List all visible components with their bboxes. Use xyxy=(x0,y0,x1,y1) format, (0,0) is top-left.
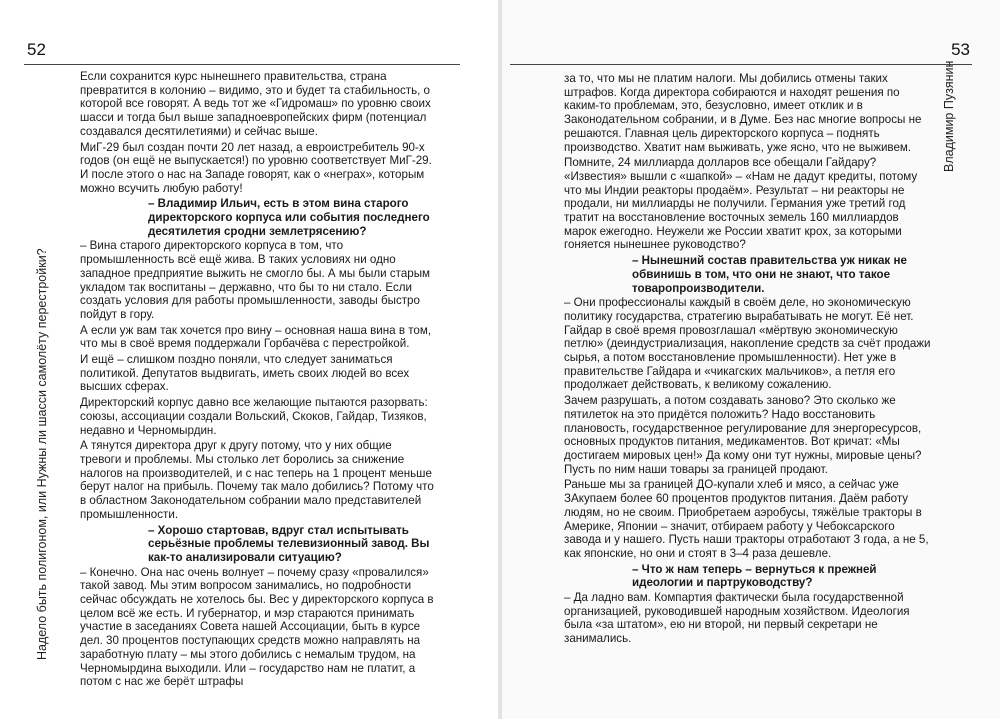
body-paragraph: Зачем разрушать, а потом создавать заново? Это сколько же пятилеток на это придётся положить? Надо восстановить плановость, государственное регулирование для энергоресурсов, основных продуктов питания, медикаментов. Вот кричат: «Мы достигаем мировых цен!» Да кому они тут нужны, мировые цены? Пусть по ним наши товары за границей продают. xyxy=(564,394,922,476)
body-paragraph: Директорский корпус давно все желающие пытаются разорвать: союзы, ассоциации создали Вольский, Скоков, Гайдар, Тизяков, недавно и Черномырдин. xyxy=(80,396,428,437)
body-paragraph: – Конечно. Она нас очень волнует – почему сразу «провалился» такой завод. Мы этим вопросом занимались, но подробности сейчас обсуждать не хотелось бы. Вес у директорского корпуса в целом всё же есть. И губернатор, и мэр стараются принимать участие в заседаниях Совета нашей Ассоциации, быть в курсе дел. 30 процентов поступающих средств можно направлять на заработную плату – мы этого добились с немалым трудом, на Черномырдина выходили. Или – государство нам не платит, а потом с нас же берёт штрафы xyxy=(80,565,434,689)
body-paragraph: – Вина старого директорского корпуса в том, что промышленность всё ещё жива. В таких условиях ни одно западное предприятие выжить не смогло бы. А мы были старым укладом так воспитаны – державно, что бы то ни стало. Если создать условия для работы промышленности, заводы быстро пойдут в гору. xyxy=(80,239,431,321)
header-rule-right xyxy=(510,64,972,65)
page-number-left: 52 xyxy=(27,40,46,59)
body-paragraph: – Да ладно вам. Компартия фактически была государственной организацией, руководившей народным хозяйством. Идеология была «за штатом», ею ни второй, ни первый секретари не занимались. xyxy=(564,591,910,646)
body-paragraph: МиГ-29 был создан почти 20 лет назад, а евроистребитель 90-х годов (он ещё не выпускается!) по уровню соответствует МиГ-29. И после этого о нас на Западе говорят, как о «неграх», которым можно всучить любую работу! xyxy=(80,140,432,195)
interview-question: – Что ж нам теперь – вернуться к прежней идеологии и партруководству? xyxy=(632,562,877,590)
interview-question: – Владимир Ильич, есть в этом вина старого директорского корпуса или события последнего десятилетия сродни землетрясению? xyxy=(148,197,430,238)
body-paragraph: А тянутся директора друг к другу потому, что у них общие тревоги и проблемы. Мы столько лет боролись за снижение налогов на производителей, и с нас теперь на 1 процент меньше берут налог на прибыль. Почему так мало добились? Потому что в областном Законодательном собрании мало представителей промышленности. xyxy=(80,439,434,521)
body-paragraph: И ещё – слишком поздно поняли, что следует заниматься политикой. Депутатов выдвигать, иметь своих людей во всех высших сферах. xyxy=(80,353,410,394)
left-page xyxy=(0,0,498,719)
body-paragraph: Раньше мы за границей ДО-купали хлеб и мясо, а сейчас уже ЗАкупаем более 60 процентов продуктов питания. Даём работу людям, но не своим. Приобретаем аэробусы, тяжёлые тракторы в Америке, Японии – значит, отбираем работу у Чебоксарского завода и у нашего. Пусть наши тракторы отработают 3 года, а не 5, как японские, но они и стоят в 3–4 раза дешевле. xyxy=(564,478,929,560)
right-body-text xyxy=(564,72,931,648)
interview-question: – Нынешний состав правительства уж никак не обвинишь в том, что они не знают, что такое товаропроизводители. xyxy=(632,254,907,295)
body-paragraph: А если уж вам так хочется про вину – основная наша вина в том, что мы в своё время поддержали Горбачёва с перестройкой. xyxy=(80,323,432,351)
page-number-right: 53 xyxy=(951,40,970,59)
header-rule-left xyxy=(24,64,460,65)
left-body-text xyxy=(80,70,436,691)
body-paragraph: Помните, 24 миллиарда долларов все обещали Гайдару? «Известия» вышли с «шапкой» – «Нам не дадут кредиты, потому что мы Индии реакторы продаём». Результат – ни реакторы не продали, ни миллиарды не получили. Германия уже третий год тратит на восстановление восточных земель 160 миллиардов марок ежегодно. Неужели же России хватит крох, за которыми гоняется нынешнее руководство? xyxy=(564,156,918,252)
right-page xyxy=(502,0,1000,719)
running-head-left: Надело быть полигоном, или Нужны ли шасси самолёту перестройки? xyxy=(35,248,49,660)
interview-question: – Хорошо стартовав, вдруг стал испытывать серьёзные проблемы телевизионный завод. Вы как-то анализировали ситуацию? xyxy=(148,523,430,564)
body-paragraph: – Они профессионалы каждый в своём деле, но экономическую политику государства, стратегию вырабатывать не могут. Её нет. Гайдар в своё время провозглашал «мёртвую экономическую петлю» (деиндустриализация, накопление средств за счёт продажи сырья, а потом восстановление промышленности). Нет уже в правительстве Гайдара и «чикагских мальчиков», а петля его продолжает действовать, к великому сожалению. xyxy=(564,296,931,392)
body-paragraph: за то, что мы не платим налоги. Мы добились отмены таких штрафов. Когда директора собираются и находят решения по каким-то проблемам, это, безусловно, имеет отклик и в Законодательном собрании, и в Думе. Без нас многие вопросы не решаются. Главная цель директорского корпуса – поднять производство. Хватит нам выживать, уже ясно, что не выживем. xyxy=(564,72,922,154)
body-paragraph: Если сохранится курс нынешнего правительства, страна превратится в колонию – видимо, это и будет та стабильность, о которой все говорят. А ведь тот же «Гидромаш» по уровню своих шасси и тогда был выше западноевропейских фирм (потенциал создавался десятилетиями) и сейчас выше. xyxy=(80,70,431,138)
running-head-right: Владимир Пузянин xyxy=(942,60,956,172)
